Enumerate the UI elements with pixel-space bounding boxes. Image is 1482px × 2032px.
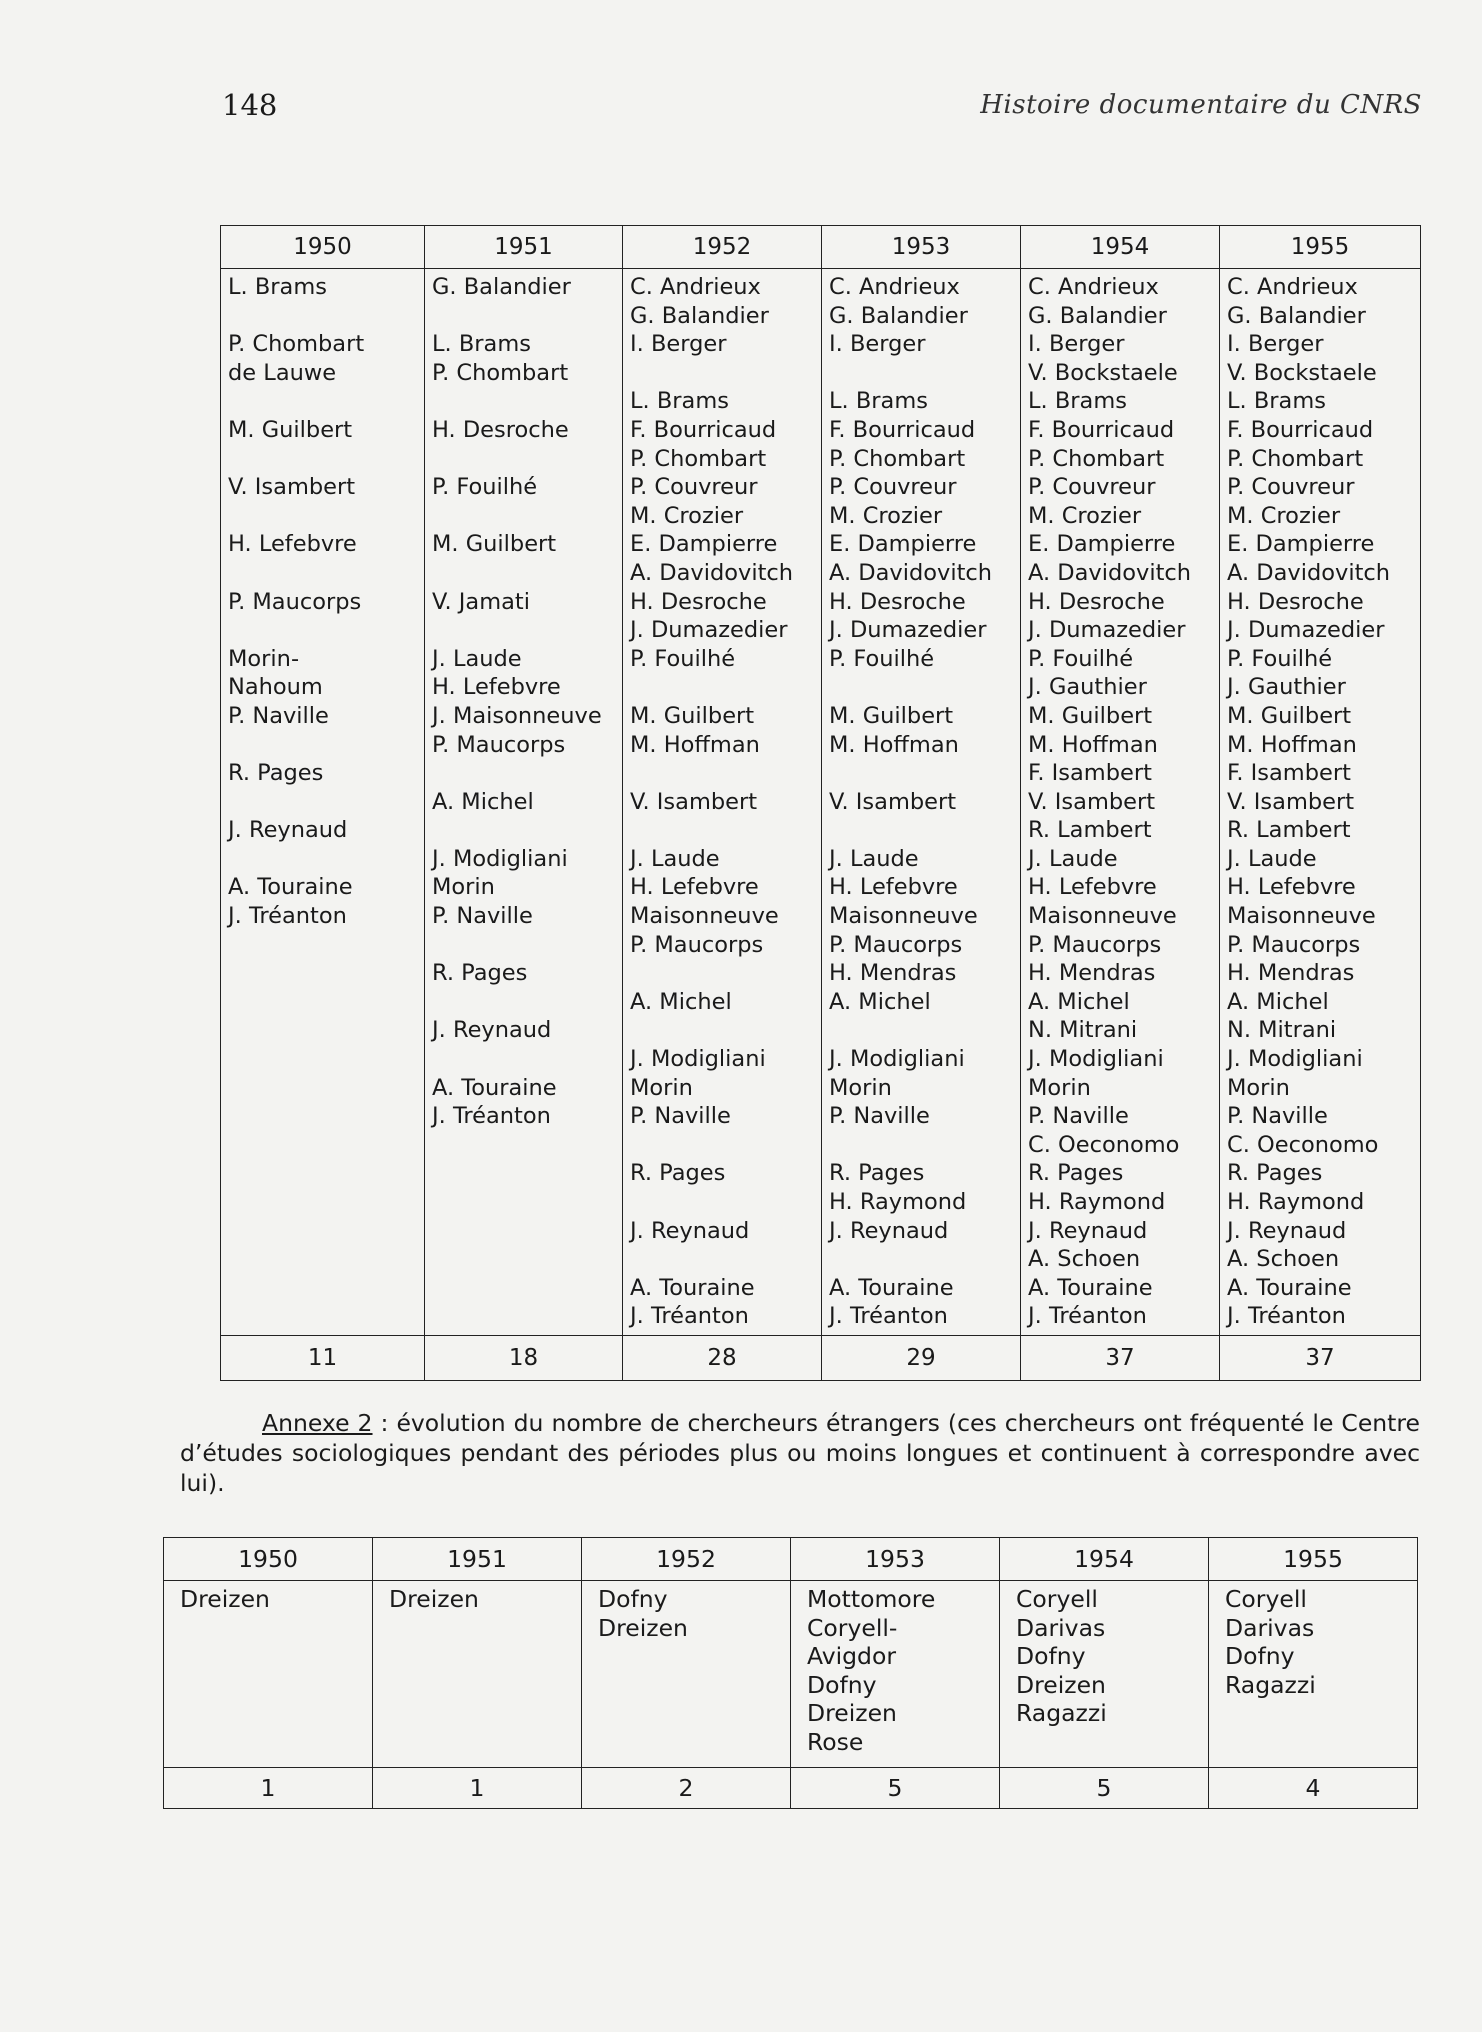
researcher-name: P. Fouilhé [829, 645, 935, 672]
researcher-name: J. Dumazedier [1227, 617, 1385, 644]
spacer [432, 445, 622, 474]
researcher-name: J. Reynaud [432, 1017, 552, 1044]
year-column-1950 [221, 269, 425, 1336]
spacer [228, 845, 424, 874]
researcher-name: L. Brams [630, 388, 729, 415]
researcher-name: E. Dampierre [1028, 531, 1176, 558]
researcher-name: M. Hoffman [1028, 731, 1158, 758]
researcher-name: I. Berger [1227, 331, 1324, 358]
researcher-name: P. Maucorps [630, 931, 764, 958]
researcher-name: P. Naville [432, 903, 533, 930]
researcher-name: Ragazzi [1016, 1699, 1107, 1728]
researcher-name: Morin [1227, 1074, 1290, 1101]
researcher-name: V. Isambert [1028, 788, 1156, 815]
researcher-name: Ragazzi [1225, 1670, 1316, 1699]
researcher-name: Maisonneuve [1028, 903, 1177, 930]
researcher-name: P. Chombart [630, 445, 767, 472]
researcher-name: J. Tréanton [1227, 1303, 1346, 1330]
researcher-name: P. Chombart [432, 359, 569, 386]
year-header: 1951 [425, 226, 623, 269]
researcher-name: J. Gauthier [1227, 674, 1346, 701]
researcher-name: M. Guilbert [829, 702, 954, 729]
researcher-name: L. Brams [432, 331, 531, 358]
researcher-name: R. Lambert [1227, 817, 1351, 844]
spacer [432, 759, 622, 788]
researcher-name: H. Lefebvre [228, 531, 357, 558]
researcher-name: E. Dampierre [1227, 531, 1375, 558]
researcher-name: P. Maucorps [432, 731, 566, 758]
year-column-1953 [822, 269, 1021, 1336]
researcher-name: R. Pages [1028, 1160, 1124, 1187]
researcher-name: E. Dampierre [630, 531, 778, 558]
researcher-name: J. Maisonneuve [432, 702, 602, 729]
total-cell: 11 [221, 1336, 425, 1381]
annex-paragraph [180, 1408, 1420, 1498]
researcher-name: H. Lefebvre [829, 874, 958, 901]
researcher-name: P. Chombart [1227, 445, 1364, 472]
researcher-name: M. Crozier [1028, 502, 1142, 529]
spacer [432, 502, 622, 531]
researcher-name: L. Brams [1028, 388, 1127, 415]
researcher-name: Morin [432, 874, 495, 901]
year-column-1951 [373, 1581, 582, 1768]
spacer [432, 816, 622, 845]
researcher-name: M. Hoffman [630, 731, 760, 758]
spacer [432, 559, 622, 588]
year-column-1954 [1021, 269, 1220, 1336]
names-row [221, 269, 1421, 1336]
year-header-row [164, 1538, 1418, 1581]
annex-text: : évolution du nombre de chercheurs étrangers (ces chercheurs ont fréquenté le Centre d’études sociologiques pendant des périodes plus ou moins longues et continuent à correspondre avec lui). [180, 1409, 1420, 1497]
researcher-name: G. Balandier [630, 302, 769, 329]
researcher-name: H. Lefebvre [1028, 874, 1157, 901]
researcher-name: J. Modigliani [829, 1046, 965, 1073]
researcher-name: M. Guilbert [1028, 702, 1153, 729]
researcher-name: V. Isambert [1227, 788, 1355, 815]
total-cell: 5 [791, 1768, 1000, 1809]
researcher-name: M. Crozier [1227, 502, 1341, 529]
researcher-name: J. Laude [432, 645, 522, 672]
researcher-name: F. Isambert [1028, 760, 1152, 787]
researcher-name: J. Tréanton [432, 1103, 551, 1130]
researcher-name: R. Pages [1227, 1160, 1323, 1187]
researcher-name: Dreizen [389, 1585, 479, 1613]
researcher-name: P. Fouilhé [630, 645, 736, 672]
researcher-name: J. Modigliani [1227, 1046, 1363, 1073]
researcher-name: P. Maucorps [228, 588, 362, 615]
researcher-name: J. Dumazedier [630, 617, 788, 644]
researcher-name: Dofny [1225, 1642, 1295, 1671]
researcher-name: J. Reynaud [829, 1217, 949, 1244]
total-cell: 37 [1021, 1336, 1220, 1381]
spacer [829, 1016, 1020, 1045]
researcher-name: H. Mendras [1227, 960, 1355, 987]
researcher-name: Morin- [228, 645, 300, 672]
researcher-name: H. Mendras [1028, 960, 1156, 987]
researcher-name: H. Desroche [1227, 588, 1364, 615]
researcher-name: J. Tréanton [228, 903, 347, 930]
researcher-name: H. Desroche [1028, 588, 1165, 615]
researcher-name: L. Brams [829, 388, 928, 415]
researcher-name: G. Balandier [432, 274, 571, 300]
researcher-name: Nahoum [228, 674, 323, 701]
researcher-name: P. Naville [630, 1103, 731, 1130]
year-column-1952 [623, 269, 822, 1336]
year-header-row [221, 226, 1421, 269]
researcher-name: V. Isambert [228, 474, 356, 501]
researcher-name: P. Couvreur [1028, 474, 1156, 501]
researcher-name: A. Michel [1227, 988, 1329, 1015]
spacer [630, 959, 821, 988]
researcher-name: I. Berger [829, 331, 926, 358]
researcher-name: A. Michel [432, 788, 534, 815]
total-cell: 5 [1000, 1768, 1209, 1809]
researcher-name: F. Bourricaud [1227, 416, 1374, 443]
researcher-name: G. Balandier [1227, 302, 1366, 329]
spacer [630, 816, 821, 845]
totals-row [164, 1768, 1418, 1809]
researcher-name: A. Davidovitch [1227, 559, 1391, 586]
researcher-name: J. Tréanton [630, 1303, 749, 1330]
spacer [630, 1245, 821, 1274]
researcher-name: Mottomore [807, 1585, 936, 1613]
year-column-1953 [791, 1581, 1000, 1768]
year-header: 1955 [1209, 1538, 1418, 1581]
spacer [432, 931, 622, 960]
researcher-name: A. Schoen [1227, 1246, 1340, 1273]
researcher-name: V. Bockstaele [1028, 359, 1178, 386]
researcher-name: V. Jamati [432, 588, 530, 615]
researcher-name: H. Raymond [1028, 1189, 1166, 1215]
spacer [228, 502, 424, 531]
year-header: 1954 [1000, 1538, 1209, 1581]
researcher-name: Dreizen [1016, 1670, 1106, 1699]
researcher-name: Morin [630, 1074, 693, 1101]
researcher-name: H. Raymond [829, 1189, 967, 1215]
spacer [829, 359, 1020, 388]
year-header: 1950 [221, 226, 425, 269]
researcher-name: P. Naville [228, 702, 329, 729]
researcher-name: N. Mitrani [1227, 1017, 1337, 1044]
spacer [228, 387, 424, 416]
running-title: Histoire documentaire du CNRS [980, 90, 1422, 120]
researcher-name: J. Modigliani [432, 845, 568, 872]
year-column-1950 [164, 1581, 373, 1768]
year-column-1952 [582, 1581, 791, 1768]
researcher-name: R. Pages [228, 760, 324, 787]
researcher-name: M. Guilbert [630, 702, 755, 729]
year-header: 1953 [791, 1538, 1000, 1581]
researcher-name: A. Schoen [1028, 1246, 1141, 1273]
researcher-name: F. Bourricaud [630, 416, 777, 443]
researcher-name: J. Laude [630, 845, 720, 872]
researcher-name: A. Davidovitch [1028, 559, 1192, 586]
spacer [630, 759, 821, 788]
researcher-name: C. Oeconomo [1227, 1131, 1379, 1158]
researcher-name: J. Reynaud [630, 1217, 750, 1244]
spacer [432, 988, 622, 1017]
researcher-name: Morin [1028, 1074, 1091, 1101]
year-column-1954 [1000, 1581, 1209, 1768]
spacer [432, 1045, 622, 1074]
researcher-name: Maisonneuve [829, 903, 978, 930]
researcher-name: R. Pages [829, 1160, 925, 1187]
spacer [630, 359, 821, 388]
researcher-name: P. Chombart [829, 445, 966, 472]
researcher-name: A. Michel [829, 988, 931, 1015]
researcher-name: J. Reynaud [228, 817, 348, 844]
researcher-name: Dofny [807, 1670, 877, 1699]
spacer [432, 387, 622, 416]
year-column-1951 [425, 269, 623, 1336]
researcher-name: G. Balandier [1028, 302, 1167, 329]
researcher-name: M. Hoffman [829, 731, 959, 758]
researcher-name: H. Lefebvre [1227, 874, 1356, 901]
researcher-name: Dreizen [598, 1613, 688, 1642]
researcher-name: Coryell [1016, 1585, 1098, 1613]
total-cell: 1 [164, 1768, 373, 1809]
researcher-name: J. Tréanton [1028, 1303, 1147, 1330]
spacer [228, 302, 424, 331]
spacer [228, 559, 424, 588]
researcher-name: V. Isambert [829, 788, 957, 815]
year-header: 1951 [373, 1538, 582, 1581]
researcher-name: P. Maucorps [1028, 931, 1162, 958]
researcher-name: H. Raymond [1227, 1189, 1365, 1215]
researcher-name: V. Isambert [630, 788, 758, 815]
names-row [164, 1581, 1418, 1768]
researcher-name: A. Touraine [829, 1274, 954, 1301]
spacer [829, 1131, 1020, 1160]
researcher-name: L. Brams [1227, 388, 1326, 415]
spacer [432, 616, 622, 645]
researcher-name: A. Michel [630, 988, 732, 1015]
totals-row [221, 1336, 1421, 1381]
researcher-name: M. Guilbert [228, 416, 353, 443]
year-column-1955 [1209, 1581, 1418, 1768]
year-column-1955 [1220, 269, 1421, 1336]
year-header: 1952 [623, 226, 822, 269]
researcher-name: C. Andrieux [829, 274, 960, 300]
researcher-name: R. Pages [432, 960, 528, 987]
researcher-name: C. Andrieux [1028, 274, 1159, 300]
researcher-name: E. Dampierre [829, 531, 977, 558]
researcher-name: P. Couvreur [829, 474, 957, 501]
researcher-name: A. Touraine [1227, 1274, 1352, 1301]
researchers-totals-table [220, 1335, 1421, 1381]
researcher-name: I. Berger [630, 331, 727, 358]
researcher-name: Dreizen [180, 1585, 270, 1613]
researcher-name: J. Modigliani [1028, 1046, 1164, 1073]
researcher-name: P. Chombart [1028, 445, 1165, 472]
total-cell: 1 [373, 1768, 582, 1809]
spacer [829, 673, 1020, 702]
researcher-name: H. Lefebvre [432, 674, 561, 701]
researcher-name: J. Reynaud [1227, 1217, 1347, 1244]
researcher-name: F. Bourricaud [1028, 416, 1175, 443]
researcher-name: A. Michel [1028, 988, 1130, 1015]
researcher-name: J. Tréanton [829, 1303, 948, 1330]
researcher-name: P. Fouilhé [432, 474, 538, 501]
researcher-name: R. Lambert [1028, 817, 1152, 844]
researcher-name: P. Naville [1227, 1103, 1328, 1130]
researcher-name: Dreizen [807, 1699, 897, 1728]
researcher-name: P. Maucorps [1227, 931, 1361, 958]
researcher-name: H. Desroche [829, 588, 966, 615]
researcher-name: A. Davidovitch [829, 559, 993, 586]
researcher-name: C. Andrieux [630, 274, 761, 300]
researcher-name: Dofny [1016, 1642, 1086, 1671]
year-header: 1954 [1021, 226, 1220, 269]
total-cell: 18 [425, 1336, 623, 1381]
researcher-name: Darivas [1016, 1613, 1106, 1642]
researcher-name: H. Desroche [432, 416, 569, 443]
researcher-name: P. Chombart [228, 331, 365, 358]
spacer [228, 616, 424, 645]
researcher-name: Coryell [1225, 1585, 1307, 1613]
annex-label: Annexe 2 [262, 1409, 373, 1437]
spacer [228, 731, 424, 760]
researcher-name: Avigdor [807, 1642, 897, 1671]
page-header [222, 88, 1422, 128]
spacer [829, 759, 1020, 788]
researcher-name: Coryell- [807, 1613, 898, 1642]
researcher-name: V. Bockstaele [1227, 359, 1377, 386]
researcher-name: J. Laude [1028, 845, 1118, 872]
researcher-name: A. Touraine [630, 1274, 755, 1301]
researcher-name: A. Touraine [228, 874, 353, 901]
researcher-name: P. Maucorps [829, 931, 963, 958]
total-cell: 37 [1220, 1336, 1421, 1381]
spacer [630, 1188, 821, 1217]
page-number: 148 [222, 88, 278, 122]
year-header: 1950 [164, 1538, 373, 1581]
researcher-name: C. Andrieux [1227, 274, 1358, 300]
researcher-name: R. Pages [630, 1160, 726, 1187]
researcher-name: Morin [829, 1074, 892, 1101]
researcher-name: Rose [807, 1727, 864, 1756]
researcher-name: A. Touraine [432, 1074, 557, 1101]
spacer [630, 1016, 821, 1045]
researcher-name: J. Laude [1227, 845, 1317, 872]
researcher-name: F. Bourricaud [829, 416, 976, 443]
year-header: 1955 [1220, 226, 1421, 269]
researcher-name: H. Desroche [630, 588, 767, 615]
researcher-name: P. Naville [829, 1103, 930, 1130]
researcher-name: H. Mendras [829, 960, 957, 987]
researcher-name: de Lauwe [228, 359, 337, 386]
researcher-name: P. Fouilhé [1227, 645, 1333, 672]
spacer [432, 302, 622, 331]
researcher-name: J. Dumazedier [829, 617, 987, 644]
researcher-name: Darivas [1225, 1613, 1315, 1642]
researcher-name: P. Naville [1028, 1103, 1129, 1130]
researcher-name: H. Lefebvre [630, 874, 759, 901]
year-header: 1952 [582, 1538, 791, 1581]
spacer [630, 1131, 821, 1160]
researcher-name: M. Hoffman [1227, 731, 1357, 758]
spacer [829, 816, 1020, 845]
total-cell: 4 [1209, 1768, 1418, 1809]
researcher-name: J. Gauthier [1028, 674, 1147, 701]
researcher-name: Maisonneuve [630, 903, 779, 930]
researcher-name: P. Couvreur [1227, 474, 1355, 501]
foreign-researchers-table [163, 1537, 1418, 1809]
researcher-name: M. Crozier [630, 502, 744, 529]
spacer [630, 673, 821, 702]
researcher-name: J. Modigliani [630, 1046, 766, 1073]
researcher-name: P. Couvreur [630, 474, 758, 501]
researcher-name: G. Balandier [829, 302, 968, 329]
spacer [829, 1245, 1020, 1274]
spacer [228, 788, 424, 817]
researcher-name: J. Reynaud [1028, 1217, 1148, 1244]
researcher-name: N. Mitrani [1028, 1017, 1138, 1044]
researcher-name: Dofny [598, 1585, 668, 1613]
researcher-name: Maisonneuve [1227, 903, 1376, 930]
researcher-name: M. Crozier [829, 502, 943, 529]
researcher-name: M. Guilbert [432, 531, 557, 558]
researcher-name: C. Oeconomo [1028, 1131, 1180, 1158]
researchers-table [220, 225, 1421, 1336]
year-header: 1953 [822, 226, 1021, 269]
total-cell: 28 [623, 1336, 822, 1381]
total-cell: 29 [822, 1336, 1021, 1381]
researcher-name: A. Davidovitch [630, 559, 794, 586]
spacer [228, 445, 424, 474]
researcher-name: M. Guilbert [1227, 702, 1352, 729]
researcher-name: J. Laude [829, 845, 919, 872]
researcher-name: A. Touraine [1028, 1274, 1153, 1301]
researcher-name: P. Fouilhé [1028, 645, 1134, 672]
researcher-name: L. Brams [228, 274, 327, 300]
researcher-name: I. Berger [1028, 331, 1125, 358]
researcher-name: F. Isambert [1227, 760, 1351, 787]
total-cell: 2 [582, 1768, 791, 1809]
researcher-name: J. Dumazedier [1028, 617, 1186, 644]
